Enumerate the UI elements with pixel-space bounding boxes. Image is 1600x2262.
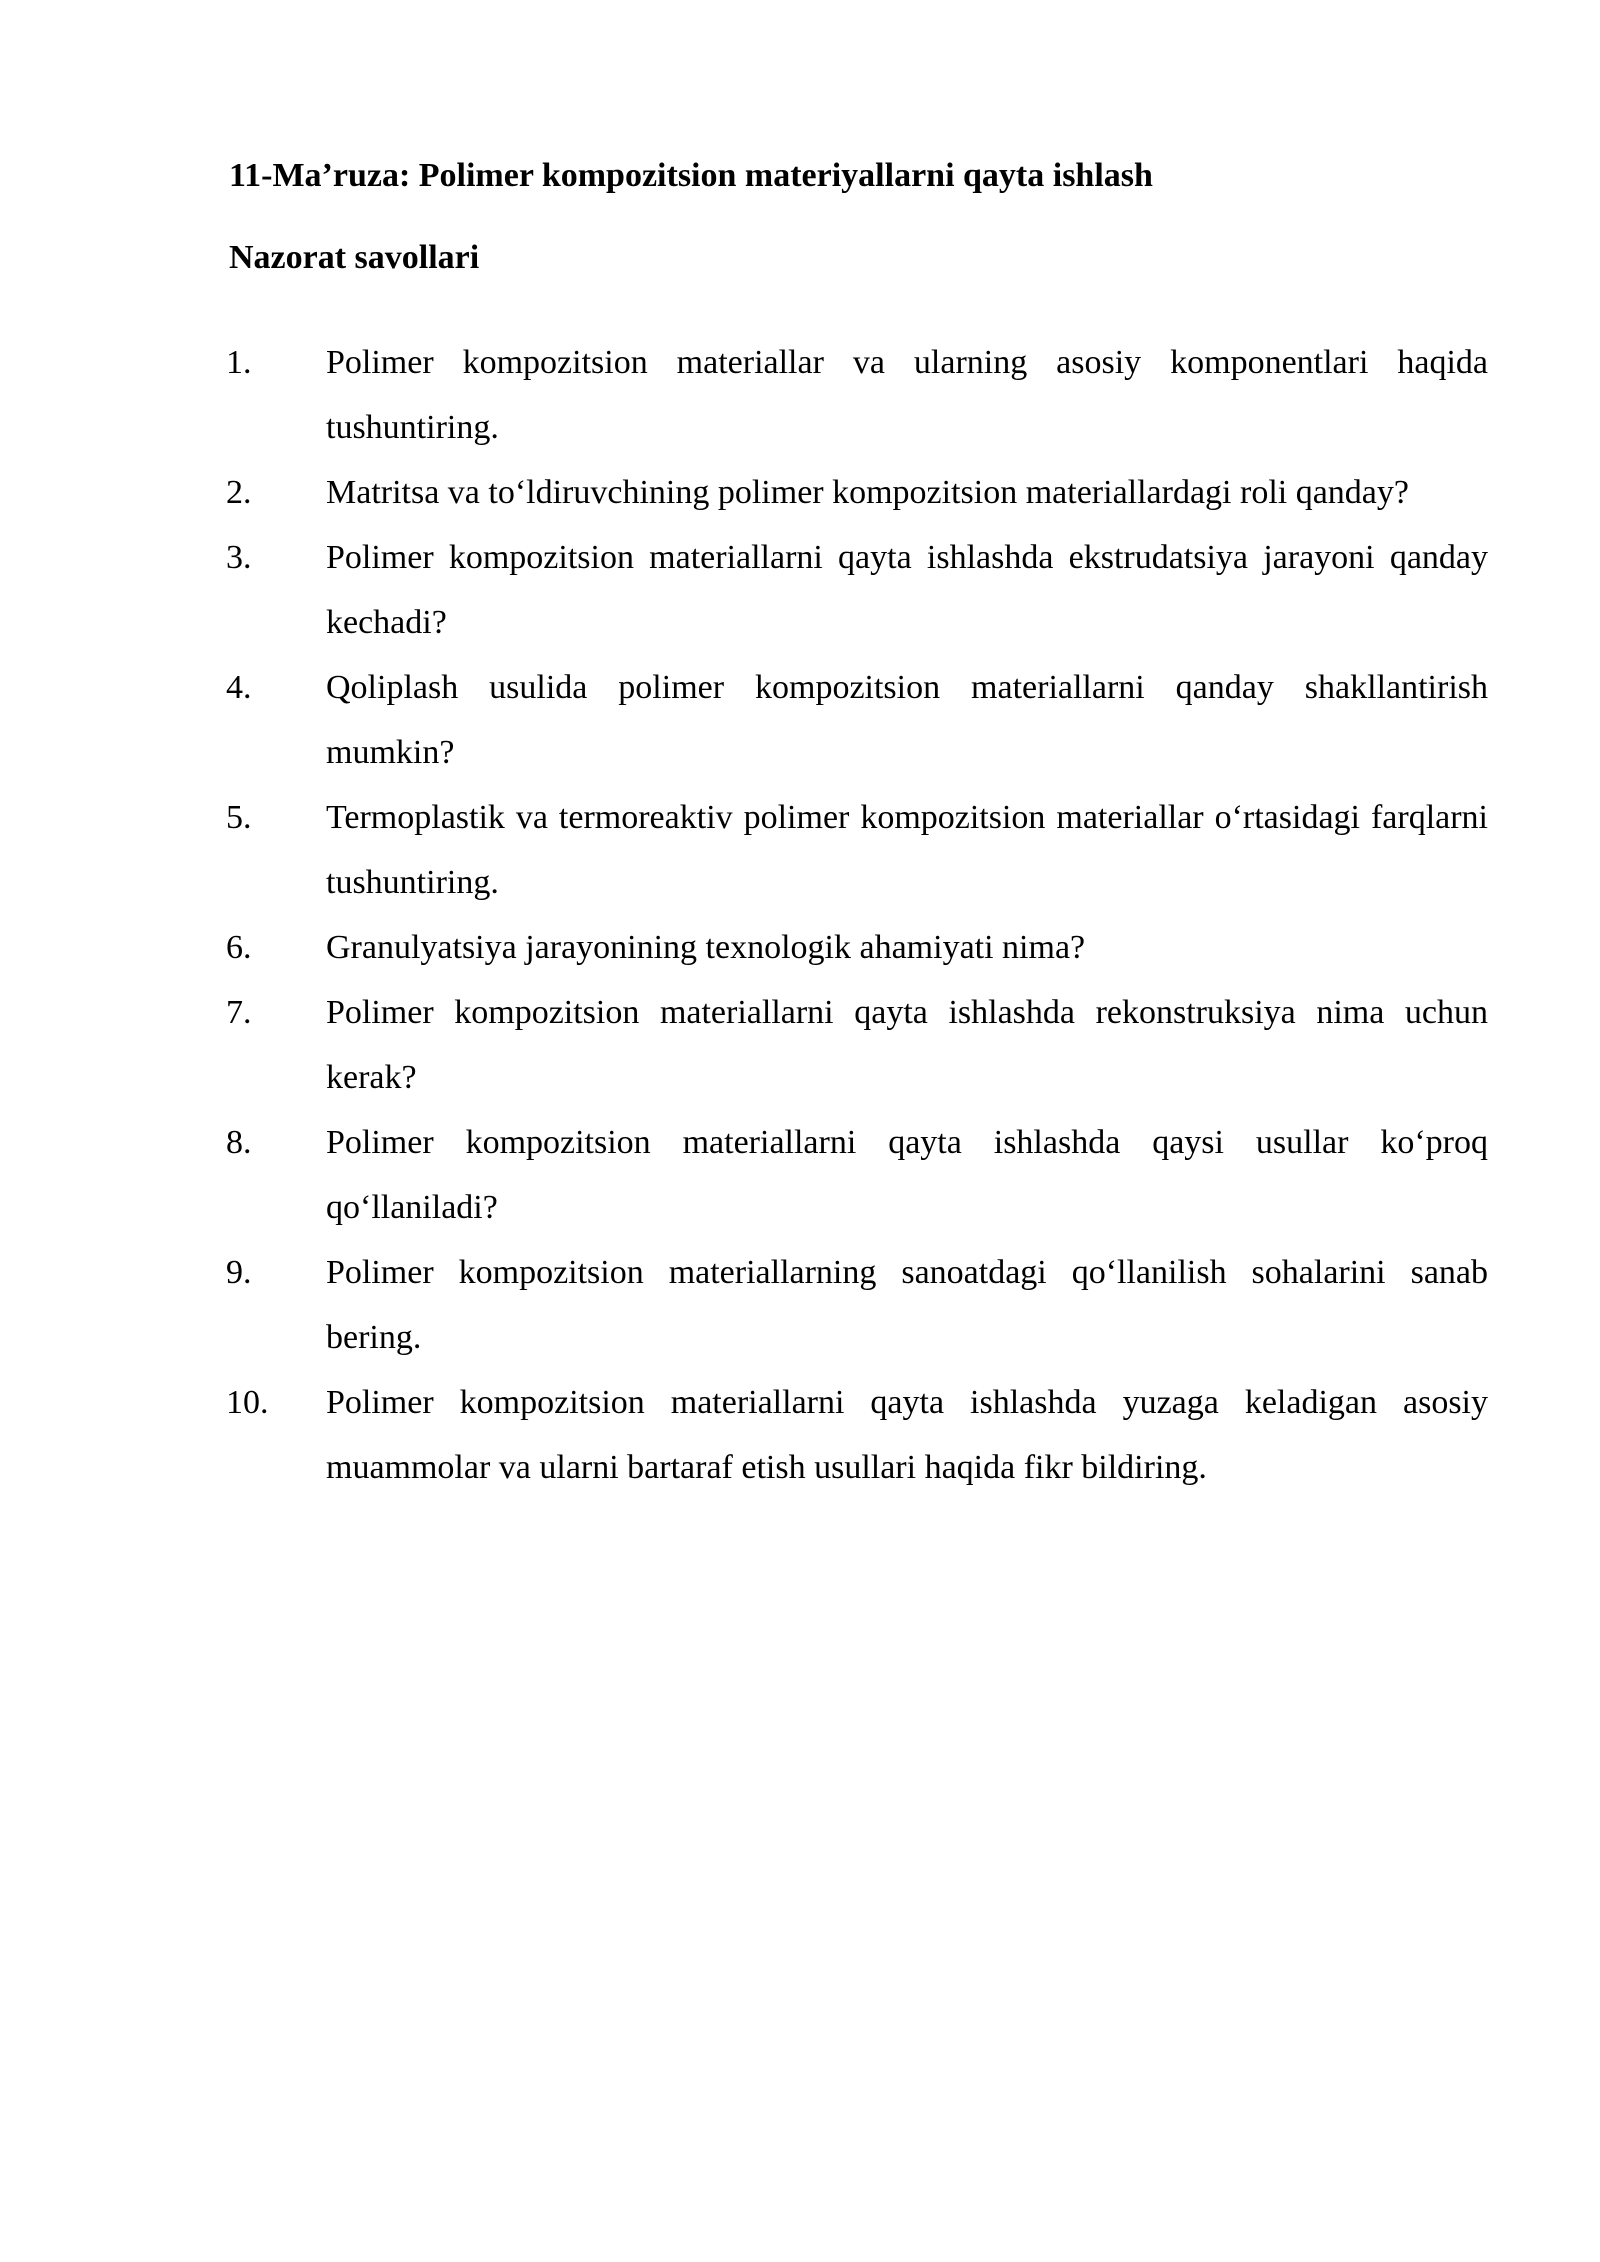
question-item: [0, 915, 1600, 980]
question-number: 1.: [226, 344, 252, 381]
question-text: Qoliplash usulida polimer kompozitsion materiallarni qanday shakllantirish mumkin?: [326, 669, 1488, 771]
question-number: 7.: [226, 994, 252, 1031]
question-item: [0, 1110, 1600, 1240]
question-number: 5.: [226, 799, 252, 836]
question-item: [0, 525, 1600, 655]
question-number: 6.: [226, 929, 252, 966]
question-number: 9.: [226, 1254, 252, 1291]
question-item: [0, 1240, 1600, 1370]
question-text: Polimer kompozitsion materiallar va ularning asosiy komponentlari haqida tushuntiring.: [326, 344, 1488, 446]
question-text: Polimer kompozitsion materiallarni qayta ishlashda ekstrudatsiya jarayoni qanday kechadi?: [326, 539, 1488, 641]
question-text: Polimer kompozitsion materiallarni qayta ishlashda yuzaga keladigan asosiy muammolar va ularni bartaraf etish usullari haqida fikr bildiring.: [326, 1384, 1488, 1486]
question-item: [0, 330, 1600, 460]
question-text: Matritsa va to‘ldiruvchining polimer kompozitsion materiallardagi roli qanday?: [326, 474, 1409, 511]
question-item: [0, 655, 1600, 785]
question-number: 4.: [226, 669, 252, 706]
question-number: 10.: [226, 1384, 269, 1421]
question-item: [0, 460, 1600, 525]
question-item: [0, 785, 1600, 915]
question-text: Granulyatsiya jarayonining texnologik ahamiyati nima?: [326, 929, 1086, 966]
question-number: 3.: [226, 539, 252, 576]
question-text: Termoplastik va termoreaktiv polimer kompozitsion materiallar o‘rtasidagi farqlarni tushuntiring.: [326, 799, 1488, 901]
questions-list: [0, 330, 1600, 1500]
question-item: [0, 1370, 1600, 1500]
question-number: 2.: [226, 474, 252, 511]
page-title: 11-Ma’ruza: Polimer kompozitsion materiyallarni qayta ishlash: [229, 157, 1153, 194]
question-number: 8.: [226, 1124, 252, 1161]
question-text: Polimer kompozitsion materiallarni qayta ishlashda rekonstruksiya nima uchun kerak?: [326, 994, 1488, 1096]
question-item: [0, 980, 1600, 1110]
question-text: Polimer kompozitsion materiallarni qayta ishlashda qaysi usullar ko‘proq qo‘llaniladi?: [326, 1124, 1488, 1226]
section-heading: Nazorat savollari: [229, 239, 480, 276]
question-text: Polimer kompozitsion materiallarning sanoatdagi qo‘llanilish sohalarini sanab bering.: [326, 1254, 1488, 1356]
